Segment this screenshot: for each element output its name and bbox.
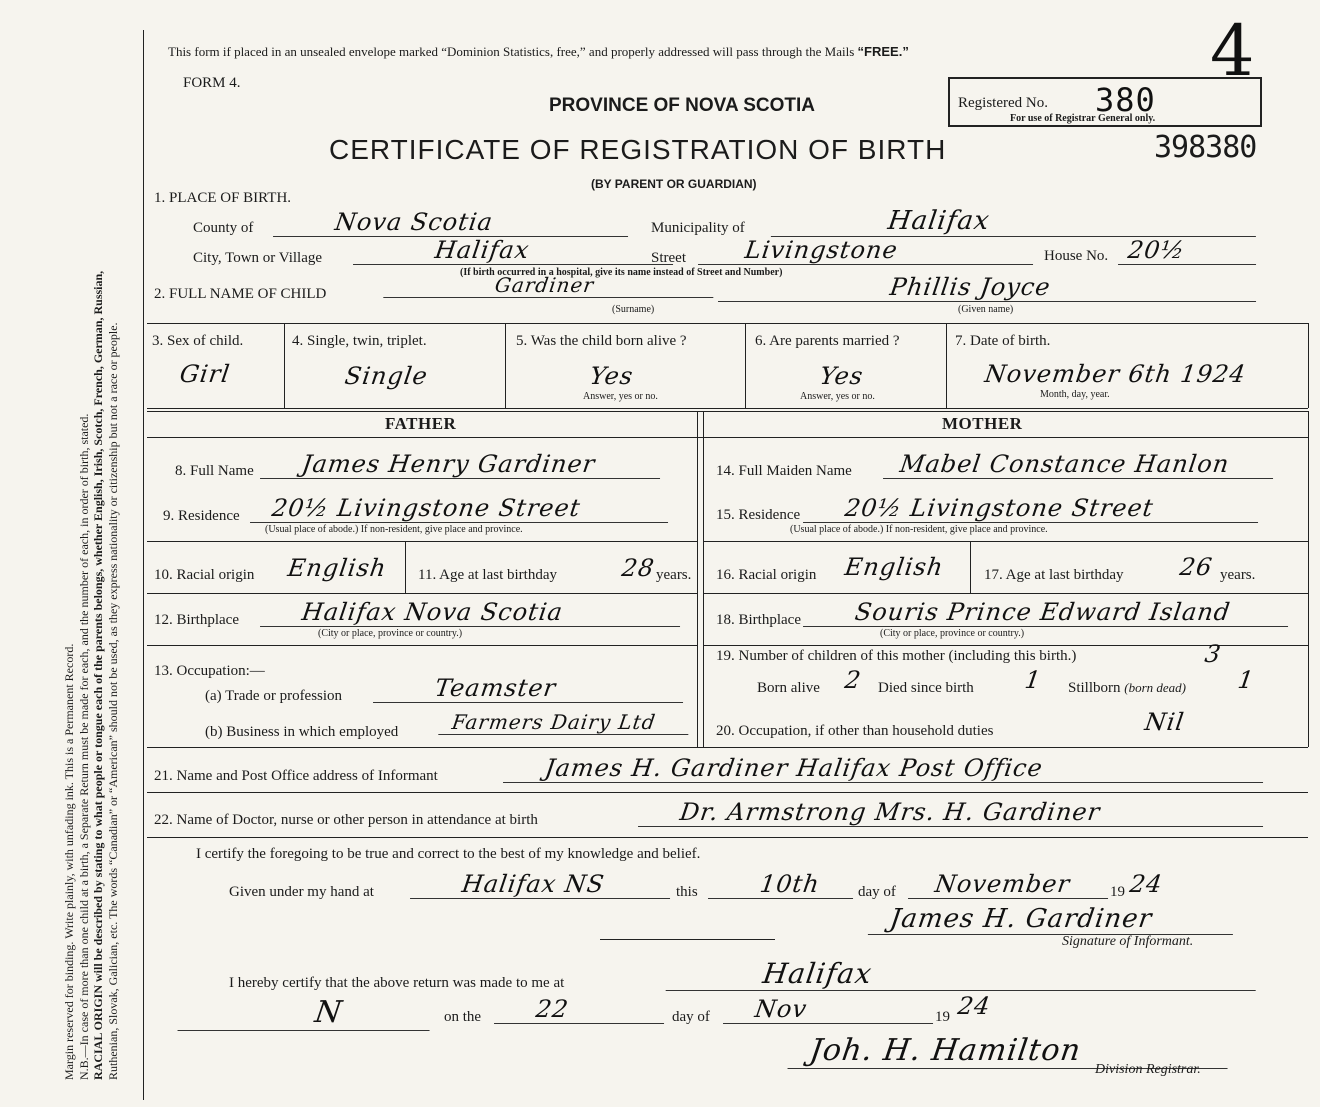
- margin-divider: [143, 30, 144, 1100]
- mail-notice: [168, 44, 909, 60]
- father-residence: 20½ Livingstone Street: [250, 494, 672, 523]
- child-name-label: 2. FULL NAME OF CHILD: [154, 286, 327, 302]
- column-divider-left: [697, 411, 698, 747]
- sex-value: Girl: [178, 360, 232, 388]
- born-alive-count-label: Born alive: [757, 680, 820, 696]
- registered-label: Registered No.: [958, 95, 1048, 111]
- house-value: 20½: [1118, 236, 1260, 265]
- mother-children: 3: [1203, 640, 1224, 668]
- registrar-day: 22: [494, 995, 668, 1024]
- father-residence-label: 9. Residence: [163, 508, 240, 524]
- registrar-on-label: on the: [444, 1009, 482, 1025]
- dob-value: November 6th 1924: [983, 360, 1248, 388]
- row3-divider-3: [745, 323, 746, 408]
- corner-mark: 4: [1210, 10, 1256, 92]
- city-label: City, Town or Village: [193, 250, 323, 266]
- row3-divider-1: [284, 323, 285, 408]
- city-value: Halifax: [353, 236, 677, 265]
- father-name: James Henry Gardiner: [260, 450, 664, 479]
- born-alive-count: 2: [843, 666, 864, 694]
- registrar-statement: I hereby certify that the above return was made to me at: [229, 975, 565, 991]
- father-race-label: 10. Racial origin: [154, 567, 255, 583]
- parents-top-rule-2: [147, 411, 1308, 412]
- stillborn-count: 1: [1236, 666, 1257, 694]
- mother-age: 26: [1178, 553, 1215, 581]
- father-birthplace-caption: (City or place, province or country.): [318, 628, 463, 639]
- father-age-label: 11. Age at last birthday: [418, 567, 557, 583]
- informant-signature: James H. Gardiner: [868, 904, 1237, 935]
- father-heading: FATHER: [385, 414, 457, 433]
- mother-row-rule-2: [703, 593, 1308, 594]
- mother-age-label: 17. Age at last birthday: [984, 567, 1124, 583]
- mother-birthplace-caption: (City or place, province or country.): [880, 628, 1025, 639]
- mother-birthplace-label: 18. Birthplace: [716, 612, 801, 628]
- doctor-label: 22. Name of Doctor, nurse or other person in attendance at birth: [154, 812, 538, 828]
- informant-value: James H. Gardiner Halifax Post Office: [503, 754, 1267, 783]
- mother-residence: 20½ Livingstone Street: [803, 494, 1262, 523]
- father-business: Farmers Dairy Ltd: [438, 710, 692, 735]
- heading-rule: [147, 437, 1308, 438]
- parents-top-rule: [147, 408, 1308, 409]
- right-border-mid: [1308, 411, 1309, 747]
- municipality-value: Halifax: [771, 206, 1260, 237]
- province-title: PROVINCE OF NOVA SCOTIA: [549, 95, 816, 116]
- division-registrar-caption: Division Registrar.: [1095, 1062, 1201, 1077]
- margin-notes: [62, 10, 120, 1080]
- certify-year-prefix: 19: [1110, 884, 1125, 900]
- registrar-place: Halifax: [666, 957, 1261, 991]
- mother-occupation-label: 20. Occupation, if other than household duties: [716, 723, 994, 739]
- registrar-signature: Joh. H. Hamilton: [787, 1033, 1232, 1069]
- stillborn-label-text: Stillborn: [1068, 680, 1121, 696]
- mother-residence-caption: (Usual place of abode.) If non-resident, give place and province.: [790, 524, 1048, 535]
- parents-married-label: 6. Are parents married ?: [755, 333, 900, 349]
- mother-race: English: [843, 553, 946, 581]
- row3-divider-4: [946, 323, 947, 408]
- certify-day: 10th: [708, 870, 857, 899]
- father-row-rule-3: [147, 645, 697, 646]
- registrar-place-cont: N: [177, 995, 434, 1031]
- mother-race-label: 16. Racial origin: [716, 567, 817, 583]
- dob-label: 7. Date of birth.: [955, 333, 1051, 349]
- mail-notice-free: “FREE.”: [857, 44, 909, 59]
- column-divider-right: [703, 411, 704, 747]
- certificate-title: CERTIFICATE OF REGISTRATION OF BIRTH: [329, 134, 947, 165]
- stillborn-caption: (born dead): [1124, 680, 1187, 695]
- father-name-label: 8. Full Name: [175, 463, 254, 479]
- mother-row-rule-1: [703, 541, 1308, 542]
- father-race: English: [286, 554, 389, 582]
- margin-note-4: Ruthenian, Slovak, Galician, etc. The words “Canadian” or “American” should not be used, as they express nationality or citizenship but not a race or people.: [105, 322, 120, 1080]
- mother-birthplace: Souris Prince Edward Island: [803, 598, 1292, 627]
- parents-married-value: Yes: [818, 362, 866, 390]
- house-label: House No.: [1044, 248, 1109, 264]
- born-alive-value: Yes: [588, 362, 636, 390]
- certify-this-label: this: [676, 884, 698, 900]
- certify-top-rule: [147, 837, 1308, 838]
- certify-month: November: [908, 870, 1112, 899]
- father-business-label: (b) Business in which employed: [205, 724, 399, 740]
- child-given-name: Phillis Joyce: [718, 273, 1260, 302]
- single-label: 4. Single, twin, triplet.: [292, 333, 427, 349]
- certify-place: Halifax NS: [410, 870, 674, 899]
- margin-note-2: N.B.—In case of more than one child at a birth, a Separate Return must be made for each, and the number of each, in order of birth, stated.: [76, 413, 91, 1080]
- mother-name: Mabel Constance Hanlon: [883, 450, 1277, 479]
- child-surname: Gardiner: [383, 273, 717, 298]
- row3-top-rule: [147, 323, 1308, 324]
- mother-residence-label: 15. Residence: [716, 507, 801, 523]
- signature-caption: Signature of Informant.: [1062, 934, 1194, 949]
- certify-year: 24: [1128, 870, 1165, 898]
- margin-note-3: RACIAL ORIGIN will be described by stating to what people or tongue each of the parents belongs, whether English, Irish, Scotch, French, German, Russian,: [91, 270, 106, 1080]
- registrar-year: 24: [956, 992, 993, 1020]
- father-trade-label: (a) Trade or profession: [205, 688, 343, 704]
- municipality-label: Municipality of: [651, 220, 745, 236]
- father-residence-caption: (Usual place of abode.) If non-resident, give place and province.: [265, 524, 523, 535]
- certify-statement: I certify the foregoing to be true and correct to the best of my knowledge and belief.: [196, 846, 701, 862]
- given-under-hand-label: Given under my hand at: [229, 884, 374, 900]
- street-value: Livingstone: [698, 236, 1037, 265]
- father-occupation-label: 13. Occupation:—: [154, 663, 265, 679]
- given-name-caption: (Given name): [958, 304, 1014, 315]
- county-value: Nova Scotia: [273, 208, 632, 237]
- mother-occupation: Nil: [1143, 708, 1187, 736]
- doctor-top-rule: [147, 792, 1308, 793]
- mother-children-label: 19. Number of children of this mother (including this birth.): [716, 648, 1077, 664]
- single-value: Single: [343, 362, 430, 390]
- mother-age-years: years.: [1220, 567, 1256, 583]
- doctor-value: Dr. Armstrong Mrs. H. Gardiner: [638, 798, 1267, 827]
- registrar-day-of-label: day of: [672, 1009, 710, 1025]
- row3-divider-2: [505, 323, 506, 408]
- dob-caption: Month, day, year.: [1040, 389, 1110, 400]
- father-age-years: years.: [656, 567, 692, 583]
- county-label: County of: [193, 220, 254, 236]
- father-trade: Teamster: [373, 674, 687, 703]
- registrar-month: Nov: [723, 995, 937, 1024]
- registrar-year-prefix: 19: [935, 1009, 950, 1025]
- hospital-note: (If birth occurred in a hospital, give its name instead of Street and Number): [460, 267, 783, 278]
- mother-race-divider: [970, 541, 971, 593]
- stamp-number: 398380: [1154, 130, 1257, 165]
- father-race-divider: [405, 541, 406, 593]
- answer-caption-6: Answer, yes or no.: [800, 391, 875, 402]
- certificate-subtitle: (BY PARENT OR GUARDIAN): [591, 177, 757, 191]
- surname-caption: (Surname): [612, 304, 655, 315]
- answer-caption-5: Answer, yes or no.: [583, 391, 658, 402]
- place-section-label: 1. PLACE OF BIRTH.: [154, 190, 292, 206]
- informant-label: 21. Name and Post Office address of Informant: [154, 768, 438, 784]
- mail-notice-text: This form if placed in an unsealed envelope marked “Dominion Statistics, free,” and properly addressed will pass through the Mails: [168, 44, 858, 59]
- right-border-top: [1308, 323, 1309, 408]
- street-label: Street: [651, 250, 686, 266]
- informant-top-rule: [147, 747, 1308, 748]
- registered-number: 380: [1095, 81, 1156, 119]
- mother-heading: MOTHER: [942, 414, 1023, 433]
- died-label: Died since birth: [878, 680, 974, 696]
- short-divider: [600, 939, 775, 940]
- born-alive-label: 5. Was the child born alive ?: [516, 333, 687, 349]
- mother-name-label: 14. Full Maiden Name: [716, 463, 852, 479]
- father-row-rule-2: [147, 593, 697, 594]
- father-age: 28: [620, 554, 657, 582]
- sex-label: 3. Sex of child.: [152, 333, 244, 349]
- registrar-use-note: For use of Registrar General only.: [1010, 113, 1156, 124]
- margin-note-1: Margin reserved for binding. Write plainly, with unfading ink. This is a Permanent Record.: [62, 643, 76, 1080]
- father-birthplace: Halifax Nova Scotia: [260, 598, 684, 627]
- stillborn-label: [1068, 680, 1186, 697]
- certify-day-of-label: day of: [858, 884, 896, 900]
- form-number: FORM 4.: [183, 75, 241, 91]
- died-count: 1: [1023, 666, 1044, 694]
- father-birthplace-label: 12. Birthplace: [154, 612, 239, 628]
- father-row-rule-1: [147, 541, 697, 542]
